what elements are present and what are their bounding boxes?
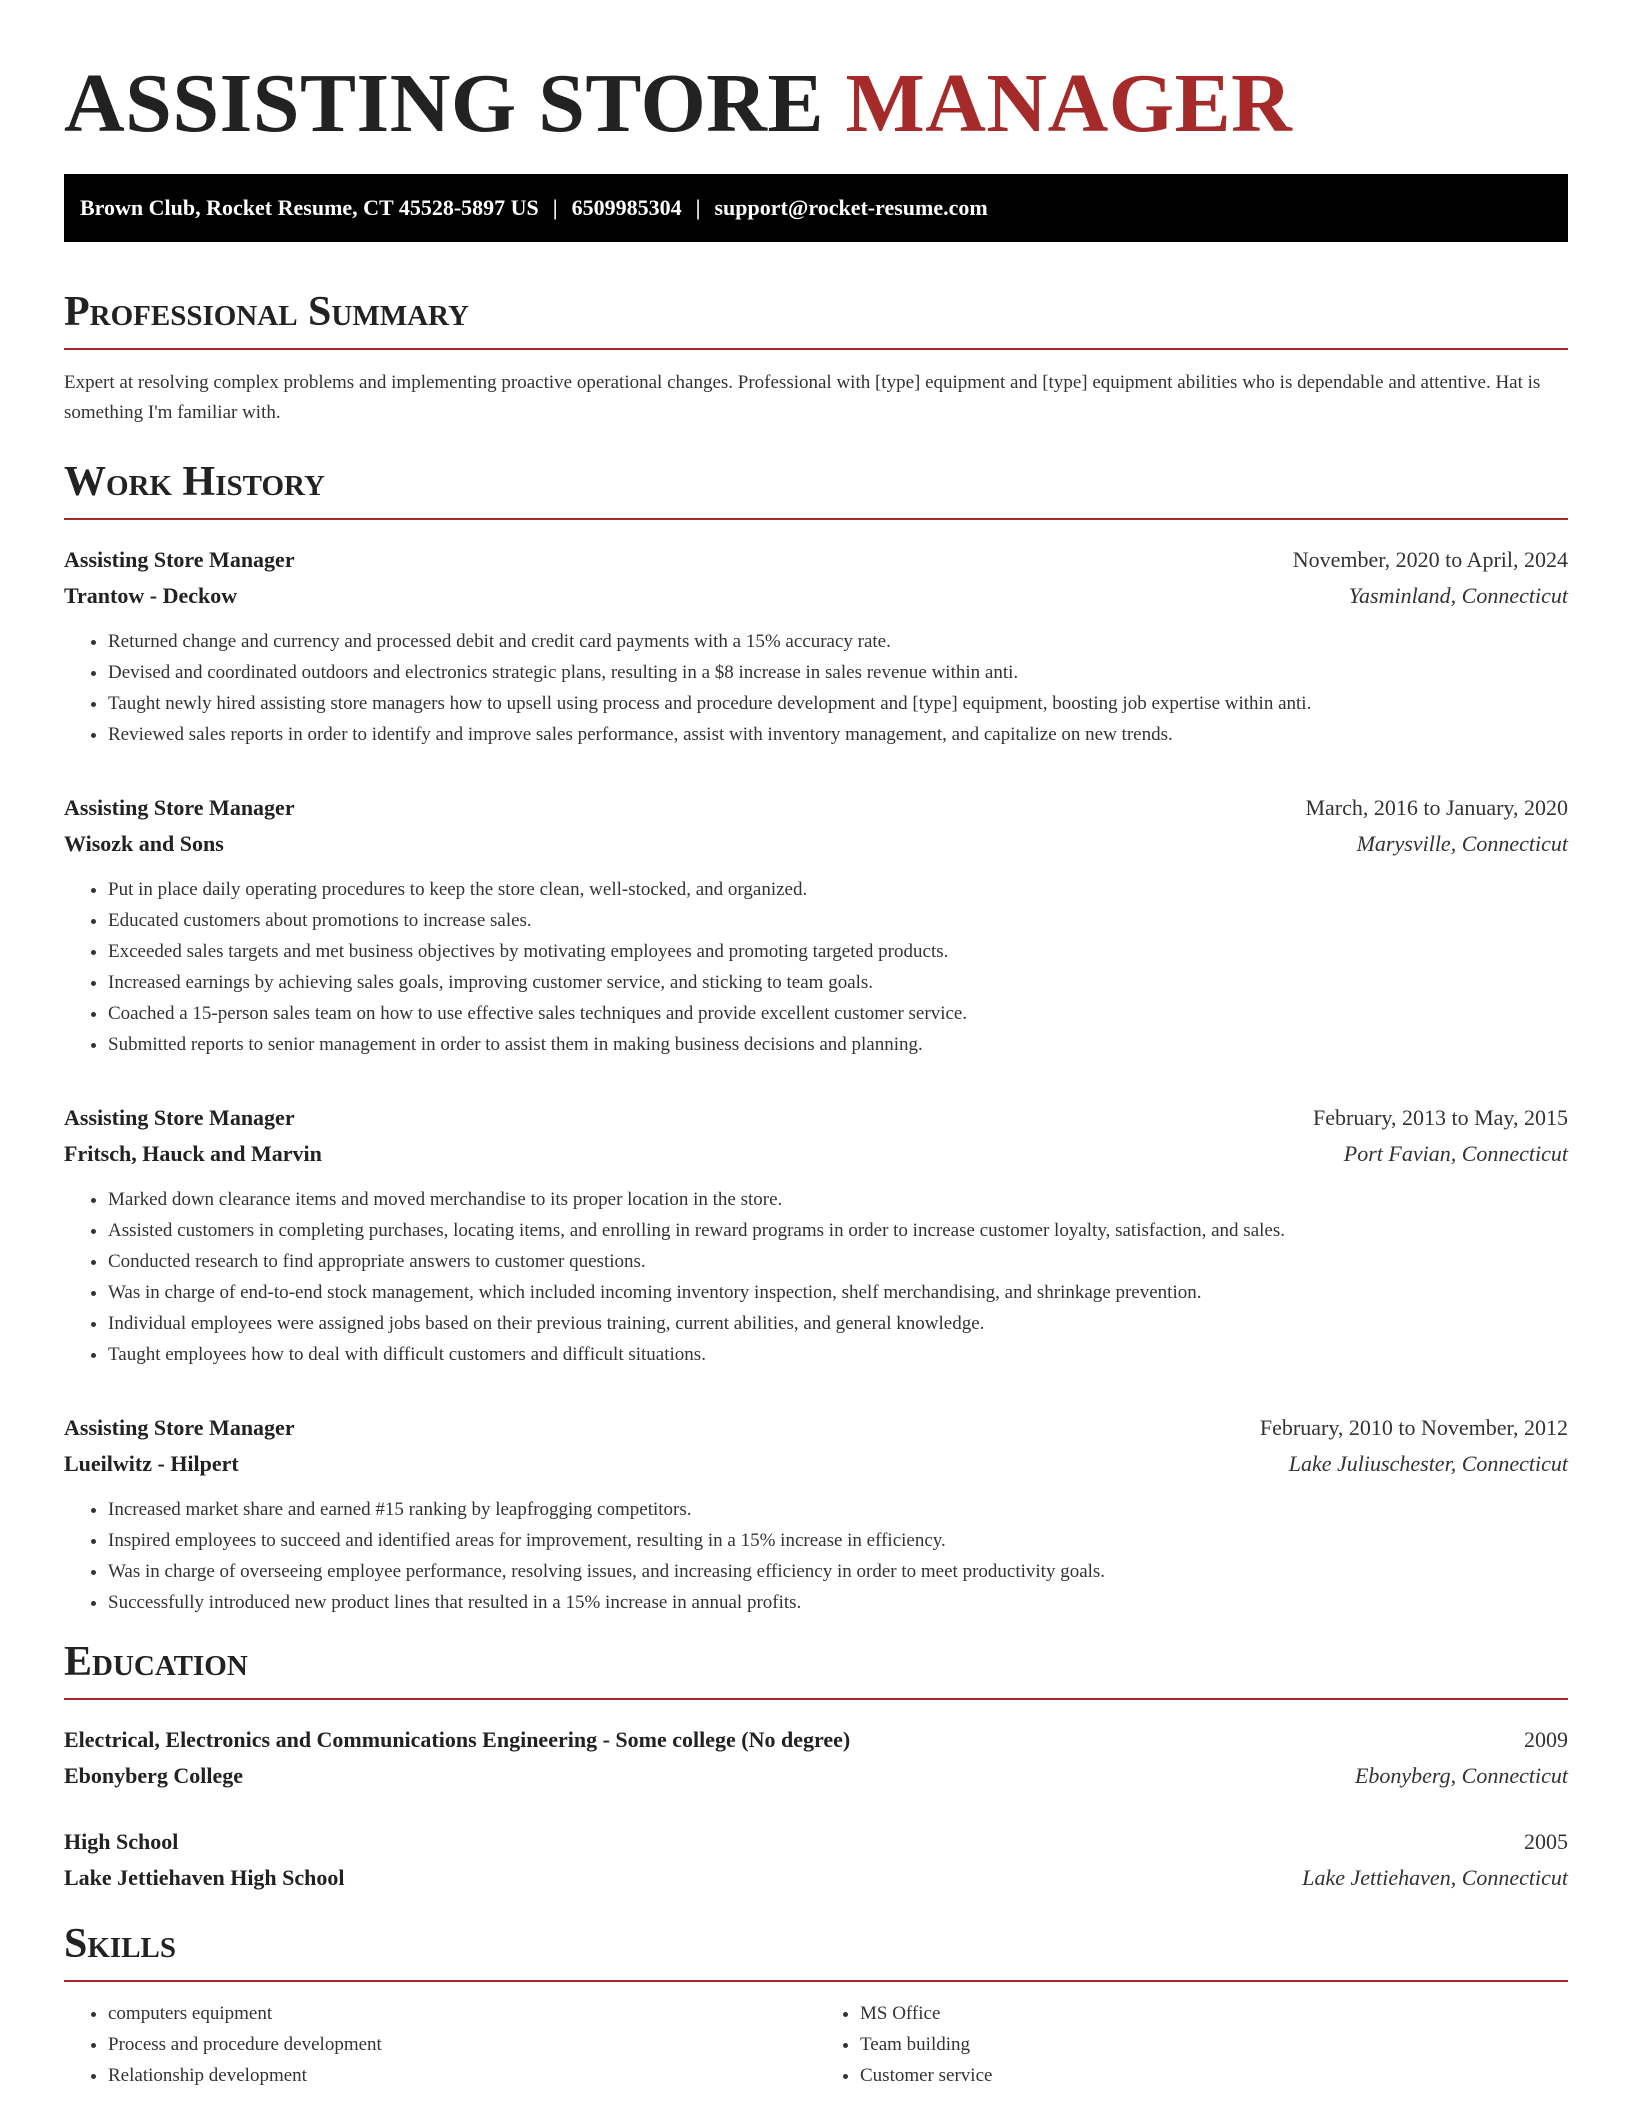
job-company: Fritsch, Hauck and Marvin xyxy=(64,1141,322,1166)
job-dates: March, 2016 to January, 2020 xyxy=(1305,795,1568,820)
section-divider xyxy=(64,518,1568,520)
job-title: Assisting Store Manager xyxy=(64,795,295,820)
job-entry xyxy=(64,1100,1568,1370)
job-company: Wisozk and Sons xyxy=(64,831,224,856)
job-bullets xyxy=(64,1494,1568,1618)
education-year: 2009 xyxy=(1524,1727,1568,1752)
skills-column-left xyxy=(64,1998,816,2091)
skill-item: • Process and procedure development xyxy=(108,2029,816,2060)
name-main: ASSISTING STORE xyxy=(64,57,824,150)
work-history-section xyxy=(64,458,1568,1618)
list-item: • Coached a 15-person sales team on how to use effective sales techniques and provide excellent customer service. xyxy=(108,998,1568,1029)
list-item: • Increased market share and earned #15 ranking by leapfrogging competitors. xyxy=(108,1494,1568,1525)
job-location: Lake Juliuschester, Connecticut xyxy=(1288,1451,1568,1476)
section-divider xyxy=(64,1980,1568,1982)
education-school: Ebonyberg College xyxy=(64,1763,244,1788)
summary-text: Expert at resolving complex problems and implementing proactive operational changes. Professional with [type] equipment and [type] equipment abilities who is dependable and attentive. Hat is something I'm familiar with. xyxy=(64,372,1541,423)
education-entry xyxy=(64,1722,1568,1794)
job-location: Port Favian, Connecticut xyxy=(1343,1141,1568,1166)
list-item: • Conducted research to find appropriate answers to customer questions. xyxy=(108,1246,1568,1277)
list-item: • Exceeded sales targets and met business objectives by motivating employees and promoting targeted products. xyxy=(108,936,1568,967)
list-item: • Submitted reports to senior management in order to assist them in making business decisions and planning. xyxy=(108,1029,1568,1060)
education-degree: Electrical, Electronics and Communications Engineering - Some college (No degree) xyxy=(64,1727,851,1752)
job-bullets xyxy=(64,1184,1568,1370)
education-location: Ebonyberg, Connecticut xyxy=(1354,1763,1568,1788)
skill-item: • Customer service xyxy=(860,2060,1568,2091)
skill-item: • Team building xyxy=(860,2029,1568,2060)
list-item: • Was in charge of end-to-end stock management, which included incoming inventory inspection, shelf merchandising, and shrinkage prevention. xyxy=(108,1277,1568,1308)
job-title: Assisting Store Manager xyxy=(64,1105,295,1130)
job-company: Lueilwitz - Hilpert xyxy=(64,1451,239,1476)
job-entry xyxy=(64,1410,1568,1618)
job-dates: February, 2013 to May, 2015 xyxy=(1313,1105,1568,1130)
skills-columns xyxy=(64,1998,1568,2091)
education-entry xyxy=(64,1824,1568,1896)
list-item: • Taught employees how to deal with difficult customers and difficult situations. xyxy=(108,1339,1568,1370)
list-item: • Educated customers about promotions to increase sales. xyxy=(108,905,1568,936)
list-item: • Taught newly hired assisting store managers how to upsell using process and procedure development and [type] equipment, boosting job expertise within anti. xyxy=(108,688,1568,719)
contact-separator: | xyxy=(695,195,701,220)
job-bullets xyxy=(64,874,1568,1060)
summary-title: Professional Summary xyxy=(64,289,469,335)
contact-email: support@rocket-resume.com xyxy=(714,195,988,220)
skills-list xyxy=(816,1998,1568,2091)
contact-bar xyxy=(64,174,1568,242)
list-item: • Reviewed sales reports in order to identify and improve sales performance, assist with inventory management, and capitalize on new trends. xyxy=(108,719,1568,750)
job-title: Assisting Store Manager xyxy=(64,547,295,572)
job-bullets xyxy=(64,626,1568,750)
list-item: • Was in charge of overseeing employee performance, resolving issues, and increasing efficiency in order to meet productivity goals. xyxy=(108,1556,1568,1587)
job-location: Yasminland, Connecticut xyxy=(1348,583,1568,608)
list-item: • Devised and coordinated outdoors and electronics strategic plans, resulting in a $8 increase in sales revenue within anti. xyxy=(108,657,1568,688)
list-item: • Successfully introduced new product lines that resulted in a 15% increase in annual profits. xyxy=(108,1587,1568,1618)
contact-address: Brown Club, Rocket Resume, CT 45528-5897 US xyxy=(80,195,539,220)
job-location: Marysville, Connecticut xyxy=(1356,831,1568,856)
job-entry xyxy=(64,542,1568,750)
education-title: Education xyxy=(64,1639,248,1685)
resume-name xyxy=(64,0,1568,150)
work-history-title: Work History xyxy=(64,459,325,505)
job-dates: November, 2020 to April, 2024 xyxy=(1292,547,1568,572)
skill-item: • computers equipment xyxy=(108,1998,816,2029)
skills-title: Skills xyxy=(64,1921,177,1967)
skill-item: • MS Office xyxy=(860,1998,1568,2029)
list-item: • Put in place daily operating procedures to keep the store clean, well-stocked, and organized. xyxy=(108,874,1568,905)
skills-section xyxy=(64,1920,1568,2091)
job-title: Assisting Store Manager xyxy=(64,1415,295,1440)
skills-list xyxy=(64,1998,816,2091)
education-year: 2005 xyxy=(1524,1829,1568,1854)
job-entry xyxy=(64,790,1568,1060)
name-accent: MANAGER xyxy=(845,57,1293,150)
skill-item: • Relationship development xyxy=(108,2060,816,2091)
job-company: Trantow - Deckow xyxy=(64,583,238,608)
education-school: Lake Jettiehaven High School xyxy=(64,1865,345,1890)
list-item: • Assisted customers in completing purchases, locating items, and enrolling in reward programs in order to increase customer loyalty, satisfaction, and sales. xyxy=(108,1215,1568,1246)
list-item: • Individual employees were assigned jobs based on their previous training, current abilities, and general knowledge. xyxy=(108,1308,1568,1339)
contact-separator: | xyxy=(552,195,558,220)
list-item: • Increased earnings by achieving sales goals, improving customer service, and sticking to team goals. xyxy=(108,967,1568,998)
education-degree: High School xyxy=(64,1829,179,1854)
job-dates: February, 2010 to November, 2012 xyxy=(1259,1415,1568,1440)
section-divider xyxy=(64,348,1568,350)
education-section xyxy=(64,1638,1568,1896)
list-item: • Returned change and currency and processed debit and credit card payments with a 15% accuracy rate. xyxy=(108,626,1568,657)
skills-column-right xyxy=(816,1998,1568,2091)
list-item: • Marked down clearance items and moved merchandise to its proper location in the store. xyxy=(108,1184,1568,1215)
contact-phone: 6509985304 xyxy=(571,195,682,220)
summary-section xyxy=(64,288,1568,428)
section-divider xyxy=(64,1698,1568,1700)
education-location: Lake Jettiehaven, Connecticut xyxy=(1302,1865,1568,1890)
list-item: • Inspired employees to succeed and identified areas for improvement, resulting in a 15% increase in efficiency. xyxy=(108,1525,1568,1556)
